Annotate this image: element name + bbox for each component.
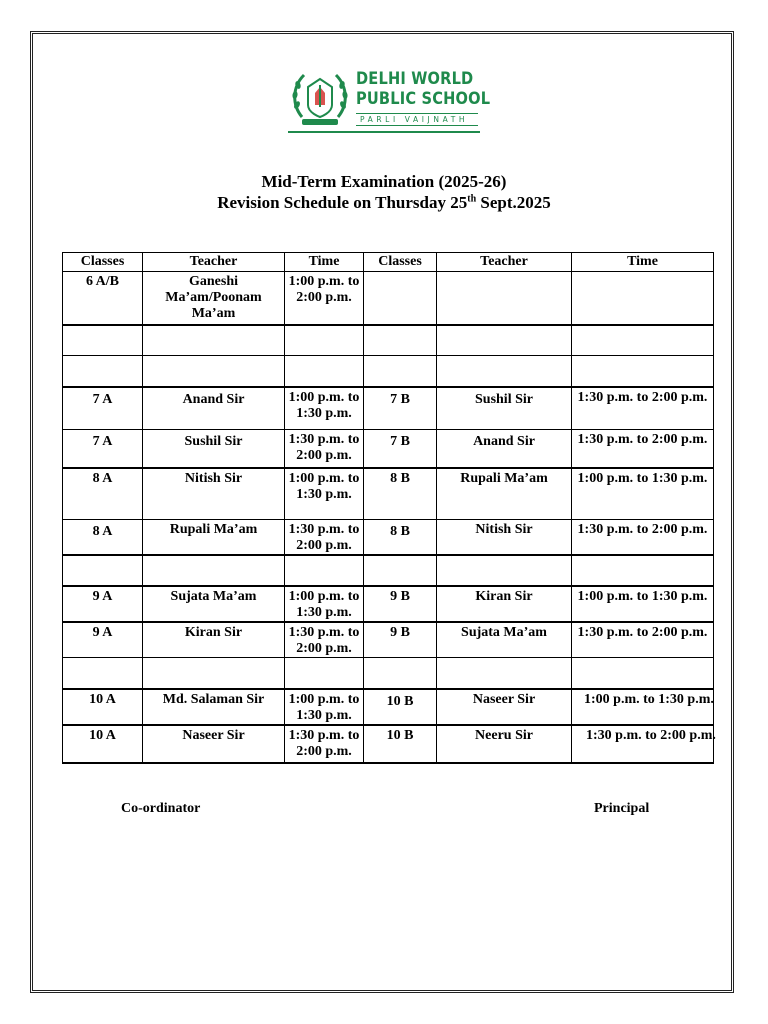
- header-classes: Classes: [63, 253, 143, 272]
- table-row: [63, 430, 714, 468]
- class-cell: 9 B: [364, 586, 437, 622]
- teacher-cell: [437, 658, 572, 689]
- time-cell: 1:30 p.m. to 2:00 p.m.: [572, 387, 714, 430]
- teacher-cell: Rupali Ma’am: [437, 468, 572, 520]
- table-row: [63, 356, 714, 387]
- school-location: PARLI VAIJNATH: [356, 113, 478, 126]
- table-row: [63, 468, 714, 520]
- time-cell: 1:00 p.m. to 1:30 p.m.: [572, 586, 714, 622]
- class-cell: 7 A: [63, 430, 143, 468]
- subtitle-date: Sept.2025: [476, 193, 551, 212]
- class-cell: [364, 325, 437, 356]
- class-cell: 10 B: [364, 689, 437, 725]
- teacher-cell: Sujata Ma’am: [437, 622, 572, 658]
- time-cell: 1:00 p.m. to 2:00 p.m.: [285, 272, 364, 325]
- class-cell: [364, 658, 437, 689]
- table-row: [63, 658, 714, 689]
- time-cell: [285, 555, 364, 586]
- time-cell: 1:30 p.m. to 2:00 p.m.: [572, 725, 714, 763]
- time-cell: 1:00 p.m. to 1:30 p.m.: [285, 586, 364, 622]
- time-cell: [572, 555, 714, 586]
- schedule-subtitle: [0, 193, 768, 213]
- header-teacher: Teacher: [143, 253, 285, 272]
- teacher-cell: Ganeshi Ma’am/Poonam Ma’am: [143, 272, 285, 325]
- time-cell: [572, 356, 714, 387]
- subtitle-ordinal: th: [467, 193, 477, 205]
- class-cell: [63, 325, 143, 356]
- class-cell: 7 A: [63, 387, 143, 430]
- class-cell: 8 B: [364, 468, 437, 520]
- table-row: [63, 387, 714, 430]
- table-row: [63, 586, 714, 622]
- time-cell: 1:30 p.m. to 2:00 p.m.: [572, 520, 714, 556]
- class-cell: [364, 555, 437, 586]
- logo-underline: [288, 131, 480, 133]
- school-name-line2: PUBLIC SCHOOL: [356, 89, 491, 109]
- principal-signature-label: Principal: [594, 801, 650, 816]
- teacher-cell: Kiran Sir: [437, 586, 572, 622]
- time-cell: 1:00 p.m. to 1:30 p.m.: [572, 689, 714, 725]
- time-cell: 1:00 p.m. to 1:30 p.m.: [285, 468, 364, 520]
- teacher-cell: Anand Sir: [437, 430, 572, 468]
- teacher-cell: [143, 658, 285, 689]
- class-cell: 8 A: [63, 468, 143, 520]
- teacher-cell: Rupali Ma’am: [143, 520, 285, 556]
- teacher-cell: Naseer Sir: [437, 689, 572, 725]
- teacher-cell: Sushil Sir: [143, 430, 285, 468]
- time-cell: 1:30 p.m. to 2:00 p.m.: [285, 622, 364, 658]
- school-emblem-icon: [288, 65, 352, 129]
- table-header-row: [63, 253, 714, 272]
- header-teacher: Teacher: [437, 253, 572, 272]
- teacher-cell: Nitish Sir: [143, 468, 285, 520]
- teacher-cell: [143, 356, 285, 387]
- school-name-line1: DELHI WORLD: [356, 69, 474, 89]
- class-cell: 7 B: [364, 387, 437, 430]
- teacher-cell: Md. Salaman Sir: [143, 689, 285, 725]
- school-logo: [288, 65, 491, 135]
- teacher-cell: [437, 272, 572, 325]
- header-classes: Classes: [364, 253, 437, 272]
- teacher-cell: Sushil Sir: [437, 387, 572, 430]
- table-row: [63, 622, 714, 658]
- time-cell: 1:00 p.m. to 1:30 p.m.: [285, 387, 364, 430]
- teacher-cell: Neeru Sir: [437, 725, 572, 763]
- teacher-cell: Anand Sir: [143, 387, 285, 430]
- time-cell: 1:30 p.m. to 2:00 p.m.: [285, 520, 364, 556]
- exam-title: Mid-Term Examination (2025-26): [261, 172, 507, 191]
- class-cell: [63, 555, 143, 586]
- class-cell: 8 B: [364, 520, 437, 556]
- teacher-cell: Nitish Sir: [437, 520, 572, 556]
- class-cell: 9 A: [63, 586, 143, 622]
- class-cell: 9 A: [63, 622, 143, 658]
- table-row: [63, 325, 714, 356]
- time-cell: 1:00 p.m. to 1:30 p.m.: [572, 468, 714, 520]
- teacher-cell: Naseer Sir: [143, 725, 285, 763]
- class-cell: 8 A: [63, 520, 143, 556]
- time-cell: 1:30 p.m. to 2:00 p.m.: [285, 430, 364, 468]
- class-cell: 10 A: [63, 725, 143, 763]
- class-cell: 10 B: [364, 725, 437, 763]
- teacher-cell: Sujata Ma’am: [143, 586, 285, 622]
- time-cell: 1:30 p.m. to 2:00 p.m.: [572, 430, 714, 468]
- time-cell: [285, 658, 364, 689]
- class-cell: [63, 356, 143, 387]
- time-cell: [285, 325, 364, 356]
- table-row: [63, 272, 714, 325]
- revision-schedule-table: [62, 252, 714, 764]
- table-row: [63, 555, 714, 586]
- class-cell: 6 A/B: [63, 272, 143, 325]
- time-cell: [572, 658, 714, 689]
- header-time: Time: [572, 253, 714, 272]
- subtitle-main: Revision Schedule on Thursday 25: [217, 193, 468, 212]
- class-cell: [364, 272, 437, 325]
- time-cell: 1:30 p.m. to 2:00 p.m.: [285, 725, 364, 763]
- class-cell: [364, 356, 437, 387]
- teacher-cell: [143, 555, 285, 586]
- teacher-cell: [437, 356, 572, 387]
- time-cell: 1:00 p.m. to 1:30 p.m.: [285, 689, 364, 725]
- class-cell: [63, 658, 143, 689]
- table-row: [63, 725, 714, 763]
- header-time: Time: [285, 253, 364, 272]
- teacher-cell: [437, 325, 572, 356]
- teacher-cell: Kiran Sir: [143, 622, 285, 658]
- table-row: [63, 689, 714, 725]
- time-cell: [285, 356, 364, 387]
- table-row: [63, 520, 714, 556]
- time-cell: 1:30 p.m. to 2:00 p.m.: [572, 622, 714, 658]
- time-cell: [572, 325, 714, 356]
- class-cell: 7 B: [364, 430, 437, 468]
- teacher-cell: [437, 555, 572, 586]
- coordinator-signature-label: Co-ordinator: [121, 801, 201, 816]
- time-cell: [572, 272, 714, 325]
- class-cell: 9 B: [364, 622, 437, 658]
- class-cell: 10 A: [63, 689, 143, 725]
- teacher-cell: [143, 325, 285, 356]
